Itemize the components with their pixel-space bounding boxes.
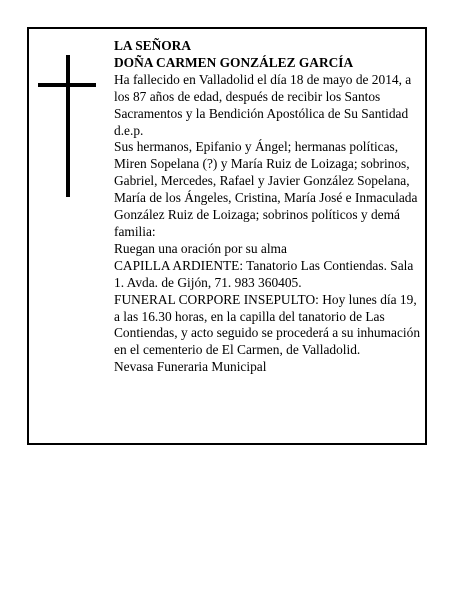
notice-title: LA SEÑORA (114, 38, 192, 53)
family-list: Sus hermanos, Epifanio y Ángel; hermanas políticas, Miren Sopelana (?) y María Ruiz de Loizaga; sobrinos, Gabriel, Mercedes, Rafael y Javier González Sopelana, María de los Ángeles, Cristina, María José e Inmaculada González Ruiz de Loizaga; sobrinos políticos y demá familia: (114, 139, 418, 239)
notice-text (114, 38, 422, 376)
wake-location: CAPILLA ARDIENTE: Tanatorio Las Contiendas. Sala 1. Avda. de Gijón, 71. 983 360405. (114, 257, 414, 290)
funeral-home: Nevasa Funeraria Municipal (114, 359, 267, 375)
death-announcement: Ha fallecido en Valladolid el día 18 de mayo de 2014, a los 87 años de edad, después de recibir los Santos Sacramentos y la Bendición Apostólica de Su Santidad d.e.p. (114, 71, 412, 138)
deceased-name: DOÑA CARMEN GONZÁLEZ GARCÍA (114, 54, 354, 70)
funeral-details: FUNERAL CORPORE INSEPULTO: Hoy lunes día 19, a las 16.30 horas, en la capilla del tanatorio de Las Contiendas, y acto seguido se procederá a su inhumación en el cementerio de El Carmen, de Valladolid. (114, 291, 421, 358)
prayer-request: Ruegan una oración por su alma (114, 240, 287, 256)
cross-icon-crossbar (38, 83, 96, 87)
cross-icon (66, 55, 70, 197)
